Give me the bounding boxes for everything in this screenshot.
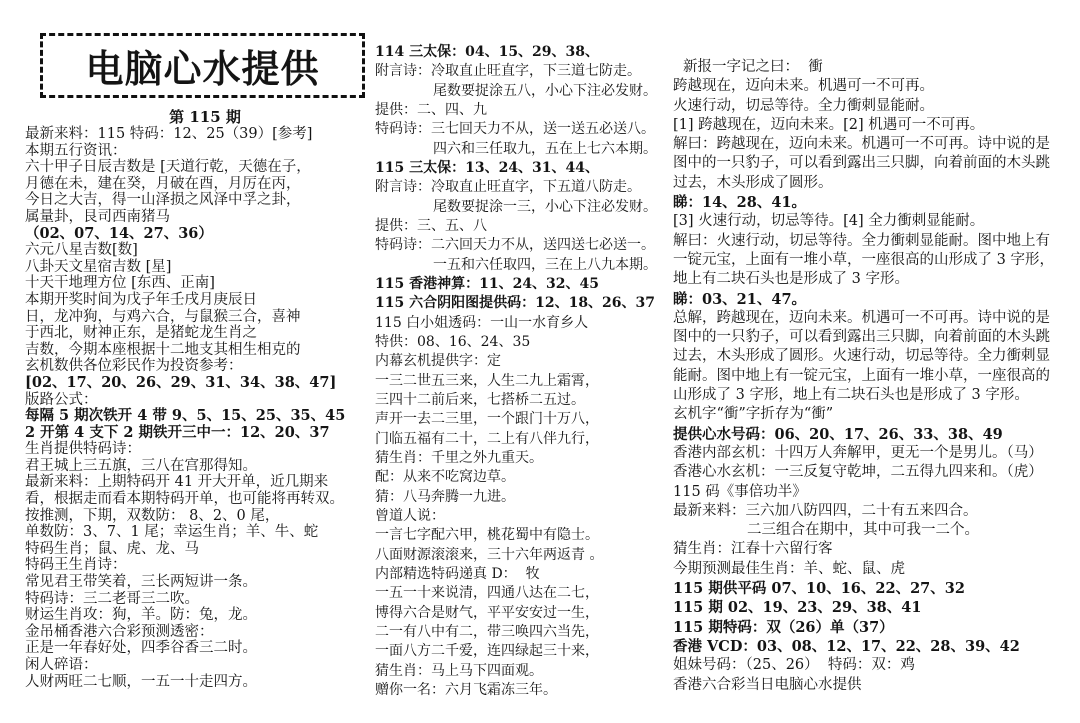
left-line: 人财两旺二七顺，一五一十走四方。 [25, 673, 257, 690]
middle-line: 115 白小姐透码：一山一水育乡人 [375, 314, 589, 331]
right-line: 山形成了 3 字形，地上有二块石头也是形成了 3 字形。 [673, 387, 1029, 404]
left-line: 按推测，下期，双数防： 8、2、0 尾， [25, 507, 280, 524]
left-line: 闲人碎语： [25, 657, 98, 673]
left-line: 本期开奖时间为戊子年壬戌月庚辰日 [25, 291, 257, 308]
middle-line: 特码诗：二六回天力不从，送四送七必送一。 [375, 237, 655, 254]
middle-line: 特码诗：三七回天力不从，送一送五必送八。 [375, 121, 655, 138]
middle-line: 博得六合是财气，平平安安过一生， [375, 604, 599, 621]
middle-line: 附言诗：冷取直止旺直字，下五道八防走。 [375, 179, 641, 196]
middle-line: 提供：二、四、九 [375, 101, 487, 118]
middle-column [375, 43, 673, 700]
middle-line: 配：从来不吃窝边草。 [375, 469, 515, 486]
left-line: 财运生肖攻：狗，羊。防：兔，龙。 [25, 607, 257, 624]
left-line: [02、17、20、26、29、31、34、38、47] [25, 373, 337, 391]
middle-line: 特供：08、16、24、35 [375, 333, 531, 350]
left-line: 正是一年春好处，四季谷香三二时。 [25, 640, 257, 657]
right-line: 总解，跨越现在，迈向未来。机遇可一不可再。诗中说的是 [673, 309, 1050, 326]
right-line: 玄机字“衝”字折存为“衝” [673, 406, 834, 423]
left-line: 特码王生肖诗： [25, 557, 127, 574]
right-line: [3] 火速行动，切忌等待。[4] 全力衝刺显能耐。 [673, 213, 985, 230]
left-line: 月德在未，建在癸，月破在酉，月厉在丙， [25, 175, 301, 192]
right-line: 解曰：火速行动，切忌等待。全力衝刺显能耐。图中地上有 [673, 232, 1050, 249]
middle-line: 门临五福有二十，二上有八伴九行， [375, 430, 599, 447]
right-line: 跨越现在，迈向未来。机遇可一不可再。 [673, 78, 934, 95]
left-line: 版路公式： [25, 391, 98, 408]
left-line: 常见君王带笑着，三长两短讲一条。 [25, 574, 257, 591]
right-line: 火速行动，切忌等待。全力衝刺显能耐。 [673, 97, 934, 114]
right-line: 二三组合在期中，其中可我一二个。 [747, 522, 979, 539]
middle-line: 猜生肖：马上马下四面观。 [375, 662, 543, 679]
middle-line: 114 三太保：04、15、29、38、 [375, 44, 600, 60]
page-title: 电脑心水提供 [85, 46, 320, 91]
right-line: 解曰：跨越现在，迈向未来。机遇可一不可再。诗中说的是 [673, 136, 1050, 153]
middle-line: 附言诗：冷取直止旺直字，下三道七防走。 [375, 63, 641, 80]
left-line: 特码诗：三二老哥三二吹。 [25, 590, 199, 607]
right-column [673, 58, 1073, 695]
right-line: 提供心水号码：06、20、17、26、33、38、49 [673, 425, 1003, 443]
left-line: 君王城上三五旗，三八在宫那得知。 [25, 457, 257, 474]
right-line: 能耐。图中地上有一锭元宝，上面有一堆小草，一座很高的 [673, 367, 1050, 384]
middle-line: 115 香港神算：11、24、32、45 [375, 275, 600, 292]
issue-number: 第 115 期 [169, 108, 241, 126]
middle-line: 尾数要捉涂一三，小心下注必发财。 [433, 198, 657, 215]
right-line: 115 期 02、19、23、29、38、41 [673, 599, 922, 617]
middle-line: 猜：八马奔腾一九进。 [375, 488, 515, 505]
left-line: 日，龙冲狗，与鸡六合，与鼠猴三合，喜神 [25, 308, 301, 325]
left-line: 吉数，今期本座根据十二地支其相生相克的 [25, 341, 301, 358]
right-line: 猜生肖：江春十六留行客 [673, 541, 833, 558]
middle-line: 八面财源滚滚来，三十六年两返青 。 [375, 546, 604, 563]
left-line: 最新来料：上期特码开 41 开大开单，近几期来 [25, 474, 329, 491]
right-line: 香港 VCD：03、08、12、17、22、28、39、42 [673, 637, 1020, 655]
right-line: 香港内部玄机：十四万人奔解甲，更无一个是男儿。（马） [673, 444, 1043, 461]
right-line: 新报一字记之曰： 衝 [683, 59, 823, 75]
middle-line: 猜生肖：千里之外九重天。 [375, 449, 543, 466]
left-line: 金吊桶香港六合彩预测透密： [25, 623, 214, 640]
middle-line: 四六和三任取九，五在上七六本期。 [433, 140, 657, 157]
middle-line: 三四十二前后来，七搭桥二五过。 [375, 391, 585, 408]
right-line: 115 期供平码 07、10、16、22、27、32 [673, 580, 965, 598]
left-line: 最新来料：115 特码：12、25（39）[参考] [25, 126, 313, 142]
left-line: 本期五行资讯： [25, 142, 127, 159]
right-line: 睇：03、21、47。 [673, 290, 807, 308]
middle-line: 提供：三、五、八 [375, 217, 487, 234]
left-line: 2 开第 4 支下 2 期铁开三中一：12、20、37 [25, 423, 330, 441]
left-line: 特码生肖；鼠、虎、龙、马 [25, 540, 199, 557]
middle-line: 二一有八中有二，带三唤四六当先， [375, 623, 599, 640]
middle-line: 内部精选特码递真 D： 牧 [375, 565, 540, 582]
right-line: 115 码《事倍功半》 [673, 483, 807, 500]
middle-line: 一面八方二千爱，连四绿起三十来， [375, 643, 599, 660]
right-line: 过去，木头形成了圆形。火速行动，切忌等待。全力衝刺显 [673, 348, 1050, 365]
middle-line: 115 六合阴阳图提供码：12、18、26、37 [375, 295, 656, 312]
left-line: （02、07、14、27、36） [25, 224, 213, 242]
left-column [25, 126, 375, 690]
middle-line: 115 三太保：13、24、31、44、 [375, 159, 600, 176]
middle-line: 声开一去二三里，一个跟门十万八， [375, 411, 599, 428]
left-line: 六十甲子日辰吉数是 [天道行乾，天德在子， [25, 159, 311, 176]
right-line: 睇：14、28、41。 [673, 194, 807, 212]
right-line: 115 期特码：双（26）单（37） [673, 618, 894, 636]
right-line: 图中的一只豹子，可以看到露出三只脚，向着前面的木头跳 [673, 155, 1050, 172]
middle-line: 曾道人说： [375, 507, 445, 524]
left-line: 生肖提供特码诗： [25, 441, 141, 458]
left-line: 属量卦，艮司西南猪马 [25, 208, 170, 225]
middle-line: 一三二世五三来，人生二九上霜霄， [375, 372, 599, 389]
right-line: 过去，木头形成了圆形。 [673, 174, 833, 191]
left-line: 看，根据走而看本期特码开单，也可能将再转双。 [25, 491, 344, 508]
middle-line: 赠你一名：六月飞霜冻三年。 [375, 681, 557, 698]
left-line: 八卦天文星宿吉数 [星] [25, 258, 172, 275]
left-line: 十天干地理方位 [东西、正南] [25, 275, 215, 292]
right-line: 姐妹号码：（25、26） 特码：双：鸡 [673, 657, 915, 674]
right-line: 香港六合彩当日电脑心水提供 [673, 676, 862, 693]
middle-line: 一五和六任取四，三在上八九本期。 [433, 256, 657, 273]
left-line: 今日之大吉，得一山泽损之风泽中孚之卦， [25, 192, 301, 209]
left-line: 每隔 5 期次铁开 4 带 9、5、15、25、35、45 [25, 407, 346, 425]
left-line: 单数防：3、7、1 尾；幸运生肖；羊、牛、蛇 [25, 524, 319, 541]
middle-line: 尾数要捉涂五八，小心下注必发财。 [433, 82, 657, 99]
right-line: 最新来料：三六加八防四四，二十有五来四合。 [673, 502, 978, 519]
right-line: 图中的一只豹子，可以看到露出三只脚，向着前面的木头跳 [673, 329, 1050, 346]
right-line: 地上有二块石头也是形成了 3 字形。 [673, 271, 909, 288]
left-line: 六元八星吉数[数] [25, 242, 138, 259]
left-line: 于西北，财神正东，是猪蛇龙生肖之 [25, 325, 257, 342]
right-line: 香港心水玄机：一三反复守乾坤，二五得九四来和。（虎） [673, 464, 1043, 481]
right-line: 一锭元宝，上面有一堆小草，一座很高的山形成了 3 字形， [673, 251, 1054, 268]
title-box [40, 33, 365, 98]
left-line: 玄机数供各位彩民作为投资参考： [25, 358, 243, 375]
right-line: [1] 跨越现在，迈向未来。[2] 机遇可一不可再。 [673, 116, 985, 133]
middle-line: 内幕玄机提供字：定 [375, 353, 501, 370]
middle-line: 一五一十来说清，四通八达在二七， [375, 585, 599, 602]
right-line: 今期预测最佳生肖：羊、蛇、鼠、虎 [673, 560, 905, 577]
middle-line: 一言七字配六甲，桃花蜀中有隐士。 [375, 527, 599, 544]
